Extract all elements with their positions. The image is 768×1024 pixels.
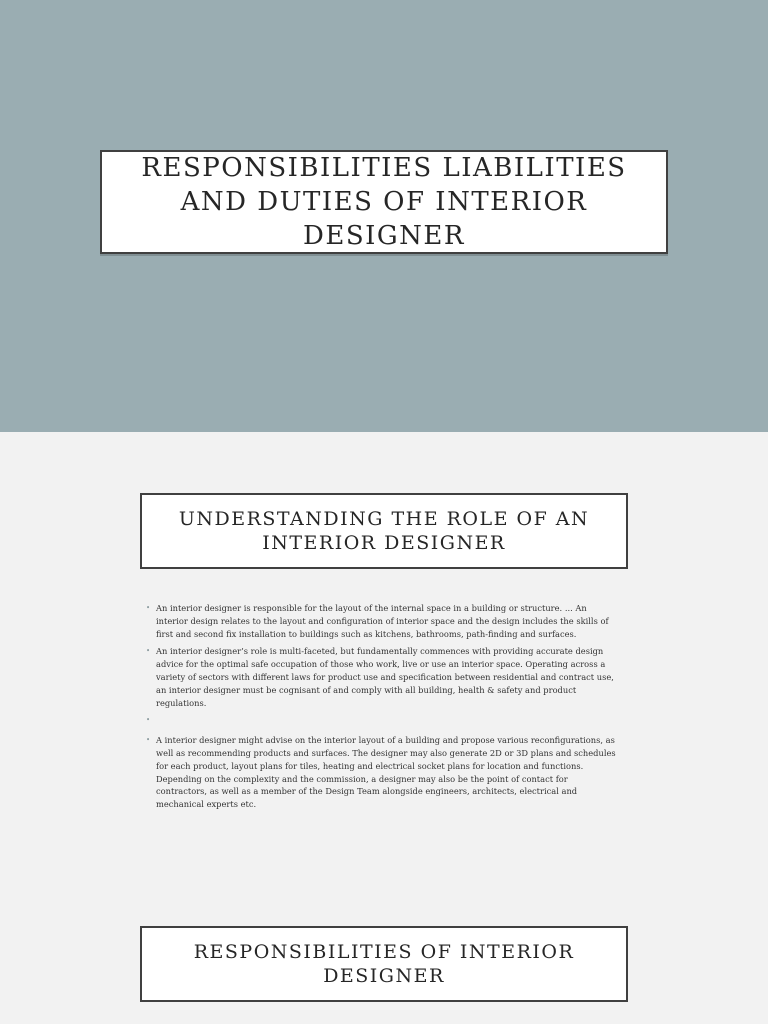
title-box: [100, 150, 668, 254]
title-box: [140, 926, 628, 1002]
role-slide: [0, 432, 768, 874]
bullet-item: • An interior designer’s role is multi-faceted, but fundamentally commences with providing accurate design advice for the optimal safe occupation of those who work, live or use an interior space. Operating across a variety of sectors with different laws for product use and specification between residential and contract use, an interior designer must be cognisant of and comply with all building, health & safety and product regulations.: [146, 645, 620, 709]
bullet-item: • A interior designer might advise on the interior layout of a building and propose various reconfigurations, as well as recommending products and surfaces. The designer may also generate 2D or 3D plans and schedules for each product, layout plans for tiles, heating and electrical socket plans for location and functions. Depending on the complexity and the commission, a designer may also be the point of contact for contractors, as well as a member of the Design Team alongside engineers, architects, electrical and mechanical experts etc.: [146, 734, 620, 811]
slide-title: RESPONSIBILITIES LIABILITIES AND DUTIES OF INTERIOR DESIGNER: [141, 153, 627, 251]
slide-heading: UNDERSTANDING THE ROLE OF AN INTERIOR DESIGNER: [178, 508, 590, 554]
title-slide: [0, 0, 768, 432]
bullet-item: • An interior designer is responsible for the layout of the internal space in a building or structure. ... An interior design relates to the layout and configuration of interior space and the design includes the skills of first and second fix installation to buildings such as kitchens, bathrooms, path-finding and surfaces.: [146, 602, 620, 640]
responsibilities-slide: [0, 874, 768, 1024]
bullet-list: [146, 602, 620, 816]
bullet-item-empty: [146, 714, 620, 727]
slide-heading: RESPONSIBILITIES OF INTERIOR DESIGNER: [193, 941, 575, 987]
title-box: [140, 493, 628, 569]
